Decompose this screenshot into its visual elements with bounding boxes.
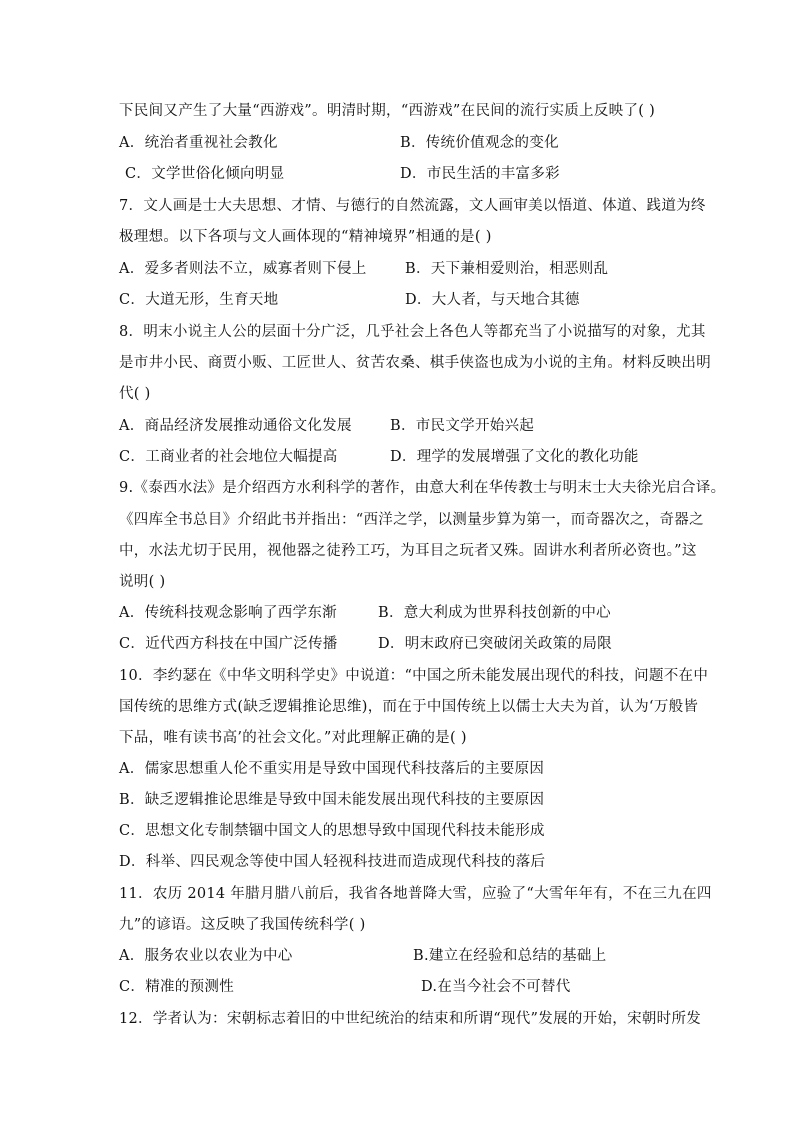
q7-stem-1: 7．文人画是士大夫思想、才情、与德行的自然流露，文人画审美以悟道、体道、践道为终 bbox=[119, 198, 706, 214]
q8-stem-3: 代( ) bbox=[119, 386, 151, 402]
q10-option-c: C．思想文化专制禁锢中国文人的思想导致中国现代科技未能形成 bbox=[119, 823, 545, 839]
q6-option-a: A．统治者重视社会教化 bbox=[119, 135, 278, 151]
q11-option-d: D.在当今社会不可替代 bbox=[421, 979, 571, 995]
q11-stem-2: 九”的谚语。这反映了我国传统科学( ) bbox=[119, 917, 366, 933]
q8-option-d: D．理学的发展增强了文化的教化功能 bbox=[390, 449, 639, 465]
q10-option-b: B．缺乏逻辑推论思维是导致中国未能发展出现代科技的主要原因 bbox=[119, 792, 545, 808]
q8-option-a: A．商品经济发展推动通俗文化发展 bbox=[119, 418, 352, 434]
q7-option-a: A．爱多者则法不立，威寡者则下侵上 bbox=[119, 261, 367, 277]
q10-stem-3: 下品，唯有读书高’的社会文化。”对此理解正确的是( ) bbox=[119, 730, 467, 746]
q9-option-d: D．明末政府已突破闭关政策的局限 bbox=[378, 636, 612, 652]
q9-option-c: C．近代西方科技在中国广泛传播 bbox=[119, 636, 338, 652]
q9-option-a: A．传统科技观念影响了西学东渐 bbox=[119, 605, 337, 621]
q9-stem-3: 中，水法尤切于民用，视他器之徒矜工巧，为耳目之玩者又殊。固讲水利者所必资也。”这 bbox=[119, 543, 697, 559]
q11-option-a: A．服务农业以农业为中心 bbox=[119, 948, 293, 964]
q6-option-d: D．市民生活的丰富多彩 bbox=[400, 166, 560, 182]
q10-stem-1: 10．李约瑟在《中华文明科学史》中说道：“中国之所未能发展出现代的科技，问题不在中 bbox=[119, 668, 709, 684]
q11-option-c: C．精准的预测性 bbox=[119, 979, 234, 995]
q9-stem-4: 说明( ) bbox=[119, 574, 166, 590]
q11-option-b: B.建立在经验和总结的基础上 bbox=[413, 948, 607, 964]
q8-stem-2: 是市井小民、商贾小贩、工匠世人、贫苦农桑、棋手侠盗也成为小说的主角。材料反映出明 bbox=[119, 355, 711, 371]
q7-option-b: B．天下兼相爱则治，相恶则乱 bbox=[405, 261, 609, 277]
q10-stem-2: 国传统的思维方式(缺乏逻辑推论思维)，而在于中国传统上以儒士大夫为首，认为‘万般皆 bbox=[119, 699, 699, 715]
q9-option-b: B．意大利成为世界科技创新的中心 bbox=[378, 605, 611, 621]
q8-stem-1: 8．明末小说主人公的层面十分广泛，几乎社会上各色人等都充当了小说描写的对象，尤其 bbox=[119, 324, 706, 340]
q10-option-a: A．儒家思想重人伦不重实用是导致中国现代科技落后的主要原因 bbox=[119, 761, 545, 777]
q10-option-d: D．科举、四民观念等使中国人轻视科技进而造成现代科技的落后 bbox=[119, 854, 546, 870]
q8-option-c: C．工商业者的社会地位大幅提高 bbox=[119, 449, 338, 465]
q7-option-d: D．大人者，与天地合其德 bbox=[405, 292, 580, 308]
q8-option-b: B．市民文学开始兴起 bbox=[390, 418, 535, 434]
q6-stem-tail: 下民间又产生了大量“西游戏”。明清时期，“西游戏”在民间的流行实质上反映了( ) bbox=[119, 103, 656, 119]
q9-stem-2: 《四库全书总目》介绍此书并指出：“西洋之学，以测量步算为第一，而奇器次之，奇器之 bbox=[119, 512, 704, 528]
q11-stem-1: 11．农历 2014 年腊月腊八前后，我省各地普降大雪，应验了“大雪年年有，不在三九在四 bbox=[119, 886, 712, 902]
q12-stem-1: 12．学者认为：宋朝标志着旧的中世纪统治的结束和所谓“现代”发展的开始，宋朝时所发 bbox=[119, 1011, 702, 1027]
q9-stem-1: 9.《泰西水法》是介绍西方水利科学的著作，由意大利在华传教士与明末士大夫徐光启合译。 bbox=[119, 480, 726, 496]
q7-stem-2: 极理想。以下各项与文人画体现的“精神境界”相通的是( ) bbox=[119, 229, 492, 245]
q6-option-c: C．文学世俗化倾向明显 bbox=[125, 166, 285, 182]
q7-option-c: C．大道无形，生育天地 bbox=[119, 292, 279, 308]
q6-option-b: B．传统价值观念的变化 bbox=[400, 135, 559, 151]
